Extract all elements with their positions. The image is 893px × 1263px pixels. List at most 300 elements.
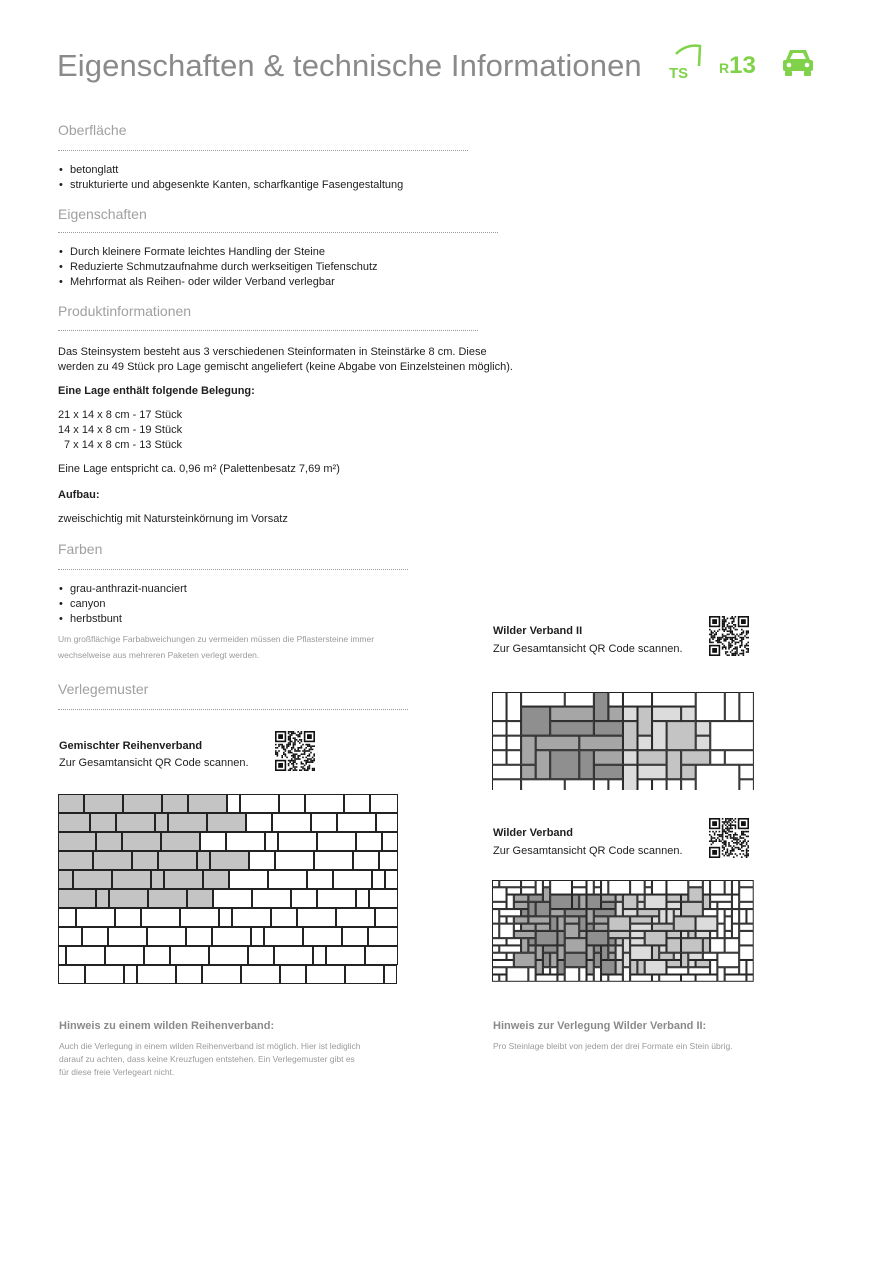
gemischter-hint-line: für diese freie Verlegeart nicht.	[59, 1067, 175, 1077]
qr-module	[725, 845, 727, 847]
qr-module	[727, 624, 729, 626]
qr-module	[730, 632, 732, 634]
qr-module	[712, 842, 714, 844]
paving-stone	[631, 881, 645, 895]
qr-module	[277, 755, 279, 757]
qr-module	[296, 758, 298, 760]
paving-stone	[514, 917, 528, 923]
paving-stone	[86, 966, 124, 984]
qr-module	[711, 635, 713, 637]
paving-stone	[740, 888, 754, 902]
qr-module	[736, 634, 738, 636]
paving-stone	[725, 910, 731, 916]
qr-module	[730, 850, 732, 852]
paving-stone	[616, 960, 622, 974]
paving-stone	[522, 693, 565, 707]
paving-stone	[689, 960, 695, 966]
qr-module	[305, 747, 307, 749]
qr-module	[294, 744, 296, 746]
qr-finder-core	[741, 619, 746, 624]
qr-module	[725, 842, 727, 844]
qr-module	[731, 828, 733, 830]
qr-module	[735, 847, 737, 849]
paving-stone	[85, 795, 123, 813]
paving-stone	[522, 707, 550, 735]
qr-module	[725, 648, 727, 650]
qr-module	[741, 856, 743, 858]
qr-module	[736, 648, 738, 650]
qr-module	[747, 855, 749, 857]
qr-module	[275, 744, 277, 746]
qr-module	[299, 742, 301, 744]
qr-module	[293, 742, 295, 744]
qr-module	[747, 651, 749, 653]
section-heading-eigenschaften: Eigenschaften	[58, 206, 147, 222]
qr-module	[714, 837, 716, 839]
qr-module	[313, 768, 315, 770]
qr-module	[725, 638, 727, 640]
qr-module	[723, 645, 725, 647]
qr-module	[733, 848, 735, 850]
qr-module	[723, 844, 725, 846]
paving-stone	[580, 895, 586, 909]
paving-stone	[631, 931, 645, 937]
qr-module	[302, 750, 304, 752]
qr-module	[739, 836, 741, 838]
paving-stone	[522, 765, 536, 779]
qr-module	[730, 845, 732, 847]
qr-module	[731, 653, 733, 655]
qr-module	[730, 834, 732, 836]
paving-stone	[370, 890, 398, 908]
paving-stone	[747, 960, 753, 974]
paving-stone	[689, 881, 703, 887]
qr-module	[728, 818, 730, 820]
paving-stone	[279, 833, 317, 851]
qr-module	[709, 831, 711, 833]
qr-module	[741, 637, 743, 639]
paving-stone	[500, 910, 521, 916]
qr-module	[717, 637, 719, 639]
paving-stone	[652, 924, 673, 930]
qr-module	[736, 650, 738, 652]
qr-module	[727, 818, 729, 820]
qr-module	[293, 763, 295, 765]
paving-stone	[125, 966, 137, 984]
qr-module	[719, 840, 721, 842]
qr-module	[288, 765, 290, 767]
qr-module	[744, 834, 746, 836]
qr-module	[723, 629, 725, 631]
qr-module	[730, 651, 732, 653]
qr-module	[743, 853, 745, 855]
list-item: • canyon	[58, 597, 187, 612]
qr-module	[722, 818, 724, 820]
paving-stone	[97, 833, 122, 851]
qr-module	[743, 653, 745, 655]
qr-module	[305, 760, 307, 762]
qr-module	[728, 654, 730, 656]
paving-stone	[594, 910, 615, 916]
qr-module	[286, 747, 288, 749]
qr-module	[728, 834, 730, 836]
qr-module	[735, 842, 737, 844]
qr-module	[302, 768, 304, 770]
paving-stone	[616, 895, 622, 901]
qr-module	[728, 828, 730, 830]
qr-module	[731, 630, 733, 632]
paving-stone	[689, 931, 695, 937]
paving-stone	[667, 751, 681, 779]
paving-stone	[609, 780, 623, 790]
qr-module	[288, 737, 290, 739]
qr-module	[735, 821, 737, 823]
paving-stone	[645, 895, 666, 909]
qr-module	[299, 736, 301, 738]
lage-note: Eine Lage entspricht ca. 0,96 m² (Palettenbesatz 7,69 m²)	[58, 463, 340, 475]
qr-finder-core	[712, 850, 717, 855]
qr-module	[723, 821, 725, 823]
qr-module	[313, 753, 315, 755]
qr-module	[730, 820, 732, 822]
paving-stone	[732, 881, 738, 895]
paving-stone	[493, 736, 507, 750]
paving-stone	[507, 736, 521, 750]
paving-stone	[272, 909, 297, 927]
page-title: Eigenschaften & technische Informationen	[57, 48, 642, 83]
qr-module	[733, 648, 735, 650]
paving-stone	[307, 966, 345, 984]
qr-module	[302, 763, 304, 765]
qr-module	[728, 630, 730, 632]
qr-module	[717, 642, 719, 644]
paving-stone	[623, 895, 637, 909]
qr-module	[709, 638, 711, 640]
paving-stone	[522, 736, 536, 764]
qr-module	[293, 765, 295, 767]
paving-stone	[354, 852, 379, 870]
paving-stone	[653, 780, 667, 790]
qr-module	[293, 745, 295, 747]
qr-module	[722, 842, 724, 844]
qr-module	[296, 753, 298, 755]
qr-module	[289, 731, 291, 733]
section-heading-oberflaeche: Oberfläche	[58, 122, 127, 138]
ts-icon	[666, 40, 706, 84]
paving-stone	[198, 852, 210, 870]
paving-stone	[145, 947, 170, 965]
paving-stone	[631, 960, 637, 974]
qr-module	[711, 637, 713, 639]
paving-stone	[652, 975, 658, 981]
qr-module	[281, 757, 283, 759]
paving-stone	[696, 960, 710, 966]
qr-module	[281, 744, 283, 746]
lage-heading: Eine Lage enthält folgende Belegung:	[58, 385, 255, 397]
paving-stone	[281, 966, 306, 984]
qr-module	[743, 630, 745, 632]
paving-stone	[493, 960, 514, 966]
paving-stone	[667, 939, 681, 953]
paving-stone	[507, 953, 513, 959]
qr-module	[738, 642, 740, 644]
qr-module	[743, 831, 745, 833]
qr-module	[744, 645, 746, 647]
paving-stone	[249, 947, 274, 965]
paving-stone	[667, 722, 695, 750]
paving-stone	[312, 814, 337, 832]
qr-module	[736, 855, 738, 857]
qr-module	[735, 828, 737, 830]
qr-module	[725, 821, 727, 823]
qr-module	[288, 733, 290, 735]
paving-stone	[645, 888, 651, 894]
paving-stone	[631, 924, 652, 930]
paving-stone	[711, 902, 717, 908]
list-item: • grau-anthrazit-nuanciert	[58, 582, 187, 597]
qr-module	[304, 760, 306, 762]
qr-module	[293, 737, 295, 739]
qr-module	[741, 650, 743, 652]
paving-stone	[314, 947, 326, 965]
qr-module	[723, 829, 725, 831]
qr-module	[291, 733, 293, 735]
paving-stone	[572, 888, 586, 894]
qr-module	[733, 824, 735, 826]
divider	[58, 232, 498, 233]
qr-module	[712, 632, 714, 634]
qr-module	[304, 750, 306, 752]
paving-stone	[653, 693, 696, 707]
qr-module	[727, 855, 729, 857]
paving-stone	[163, 795, 188, 813]
paving-stone	[385, 966, 397, 984]
paving-stone	[233, 909, 271, 927]
qr-module	[746, 645, 748, 647]
paving-stone	[609, 917, 630, 931]
paving-stone	[142, 909, 180, 927]
qr-module	[733, 856, 735, 858]
qr-module	[746, 831, 748, 833]
qr-module	[735, 818, 737, 820]
paving-stone	[565, 939, 586, 953]
qr-module	[723, 618, 725, 620]
qr-module	[297, 749, 299, 751]
qr-module	[289, 769, 291, 771]
paving-stone	[208, 814, 246, 832]
qr-module	[743, 832, 745, 834]
qr-module	[283, 745, 285, 747]
qr-module	[725, 629, 727, 631]
paving-stone	[273, 814, 311, 832]
paving-stone	[298, 909, 336, 927]
qr-module	[297, 755, 299, 757]
qr-finder-core	[741, 821, 746, 826]
qr-module	[301, 761, 303, 763]
qr-module	[712, 637, 714, 639]
qr-module	[730, 828, 732, 830]
paving-stone	[188, 890, 213, 908]
qr-module	[735, 629, 737, 631]
qr-module	[727, 630, 729, 632]
qr-module	[730, 826, 732, 828]
qr-code-icon[interactable]	[709, 616, 749, 656]
qr-module	[736, 642, 738, 644]
paving-stone	[638, 736, 652, 750]
qr-module	[289, 737, 291, 739]
qr-module	[294, 768, 296, 770]
qr-module	[275, 752, 277, 754]
paving-stone	[565, 953, 586, 967]
qr-module	[309, 765, 311, 767]
aufbau-heading: Aufbau:	[58, 489, 100, 501]
qr-module	[738, 635, 740, 637]
paving-stone	[740, 960, 746, 974]
qr-module	[730, 627, 732, 629]
qr-module	[741, 834, 743, 836]
qr-module	[310, 760, 312, 762]
qr-module	[747, 637, 749, 639]
qr-module	[299, 734, 301, 736]
qr-module	[280, 744, 282, 746]
qr-module	[723, 621, 725, 623]
paving-stone	[580, 917, 586, 931]
paving-stone	[493, 888, 507, 902]
qr-module	[739, 848, 741, 850]
paving-stone	[124, 795, 162, 813]
paving-stone	[551, 722, 594, 736]
paving-stone	[522, 924, 536, 930]
gemischter-hint-line: Auch die Verlegung in einem wilden Reihenverband ist möglich. Hier ist lediglich	[59, 1041, 361, 1051]
qr-module	[725, 820, 727, 822]
qr-module	[289, 750, 291, 752]
qr-code-icon[interactable]	[709, 818, 749, 858]
paving-stone	[536, 902, 550, 916]
paving-stone	[241, 795, 279, 813]
list-item: • Durch kleinere Formate leichtes Handling der Steine	[58, 245, 378, 260]
qr-module	[735, 646, 737, 648]
qr-module	[283, 749, 285, 751]
qr-module	[722, 621, 724, 623]
qr-module	[743, 850, 745, 852]
qr-module	[288, 742, 290, 744]
paving-stone	[543, 881, 549, 887]
paving-stone	[587, 881, 593, 895]
paving-stone	[580, 931, 586, 937]
paving-stone	[551, 953, 557, 967]
qr-module	[723, 646, 725, 648]
qr-module	[312, 757, 314, 759]
paving-stone	[522, 939, 528, 953]
qr-module	[731, 821, 733, 823]
qr-module	[730, 831, 732, 833]
qr-module	[725, 653, 727, 655]
qr-module	[717, 630, 719, 632]
paving-stone	[703, 895, 709, 909]
qr-module	[288, 752, 290, 754]
qr-module	[302, 757, 304, 759]
qr-module	[733, 839, 735, 841]
paving-stone	[210, 947, 248, 965]
paving-stone	[500, 924, 514, 938]
paving-stone	[308, 871, 333, 889]
qr-module	[714, 630, 716, 632]
paving-stone	[91, 814, 116, 832]
paving-stone	[113, 871, 151, 889]
car-icon	[780, 44, 816, 80]
qr-module	[735, 624, 737, 626]
paving-stone	[214, 890, 252, 908]
paving-stone	[587, 931, 608, 945]
qr-module	[288, 736, 290, 738]
qr-module	[741, 640, 743, 642]
qr-module	[275, 747, 277, 749]
qr-module	[731, 618, 733, 620]
qr-module	[723, 638, 725, 640]
qr-module	[313, 758, 315, 760]
qr-module	[727, 832, 729, 834]
qr-module	[291, 734, 293, 736]
qr-module	[309, 750, 311, 752]
paving-stone	[292, 890, 317, 908]
qr-module	[296, 766, 298, 768]
pattern-wilder-verband-ii	[492, 692, 754, 790]
paving-stone	[631, 939, 645, 945]
qr-module	[738, 848, 740, 850]
paving-stone	[682, 707, 696, 721]
paving-stone	[304, 928, 342, 946]
qr-module	[728, 634, 730, 636]
paving-stone	[500, 917, 506, 923]
paving-stone	[718, 968, 724, 982]
qr-module	[720, 836, 722, 838]
qr-module	[715, 839, 717, 841]
qr-module	[720, 637, 722, 639]
qr-module	[717, 640, 719, 642]
qr-module	[299, 733, 301, 735]
list-item: • Mehrformat als Reihen- oder wilder Verband verlegbar	[58, 275, 378, 290]
qr-module	[728, 820, 730, 822]
qr-module	[727, 852, 729, 854]
qr-module	[309, 758, 311, 760]
paving-stone	[660, 953, 674, 959]
qr-module	[741, 831, 743, 833]
qr-module	[747, 836, 749, 838]
qr-module	[309, 768, 311, 770]
paving-stone	[594, 693, 608, 721]
qr-module	[730, 618, 732, 620]
qr-module	[304, 752, 306, 754]
paving-stone	[602, 960, 616, 974]
qr-module	[297, 734, 299, 736]
qr-code-icon[interactable]	[275, 731, 315, 771]
qr-module	[725, 635, 727, 637]
qr-module	[747, 847, 749, 849]
paving-stone	[529, 895, 543, 901]
qr-module	[728, 646, 730, 648]
qr-module	[277, 747, 279, 749]
qr-module	[720, 642, 722, 644]
qr-module	[293, 757, 295, 759]
paving-stone	[711, 939, 725, 953]
qr-module	[738, 839, 740, 841]
paving-stone	[558, 917, 564, 931]
qr-module	[297, 736, 299, 738]
qr-module	[722, 635, 724, 637]
qr-module	[727, 829, 729, 831]
qr-module	[720, 840, 722, 842]
qr-module	[744, 845, 746, 847]
